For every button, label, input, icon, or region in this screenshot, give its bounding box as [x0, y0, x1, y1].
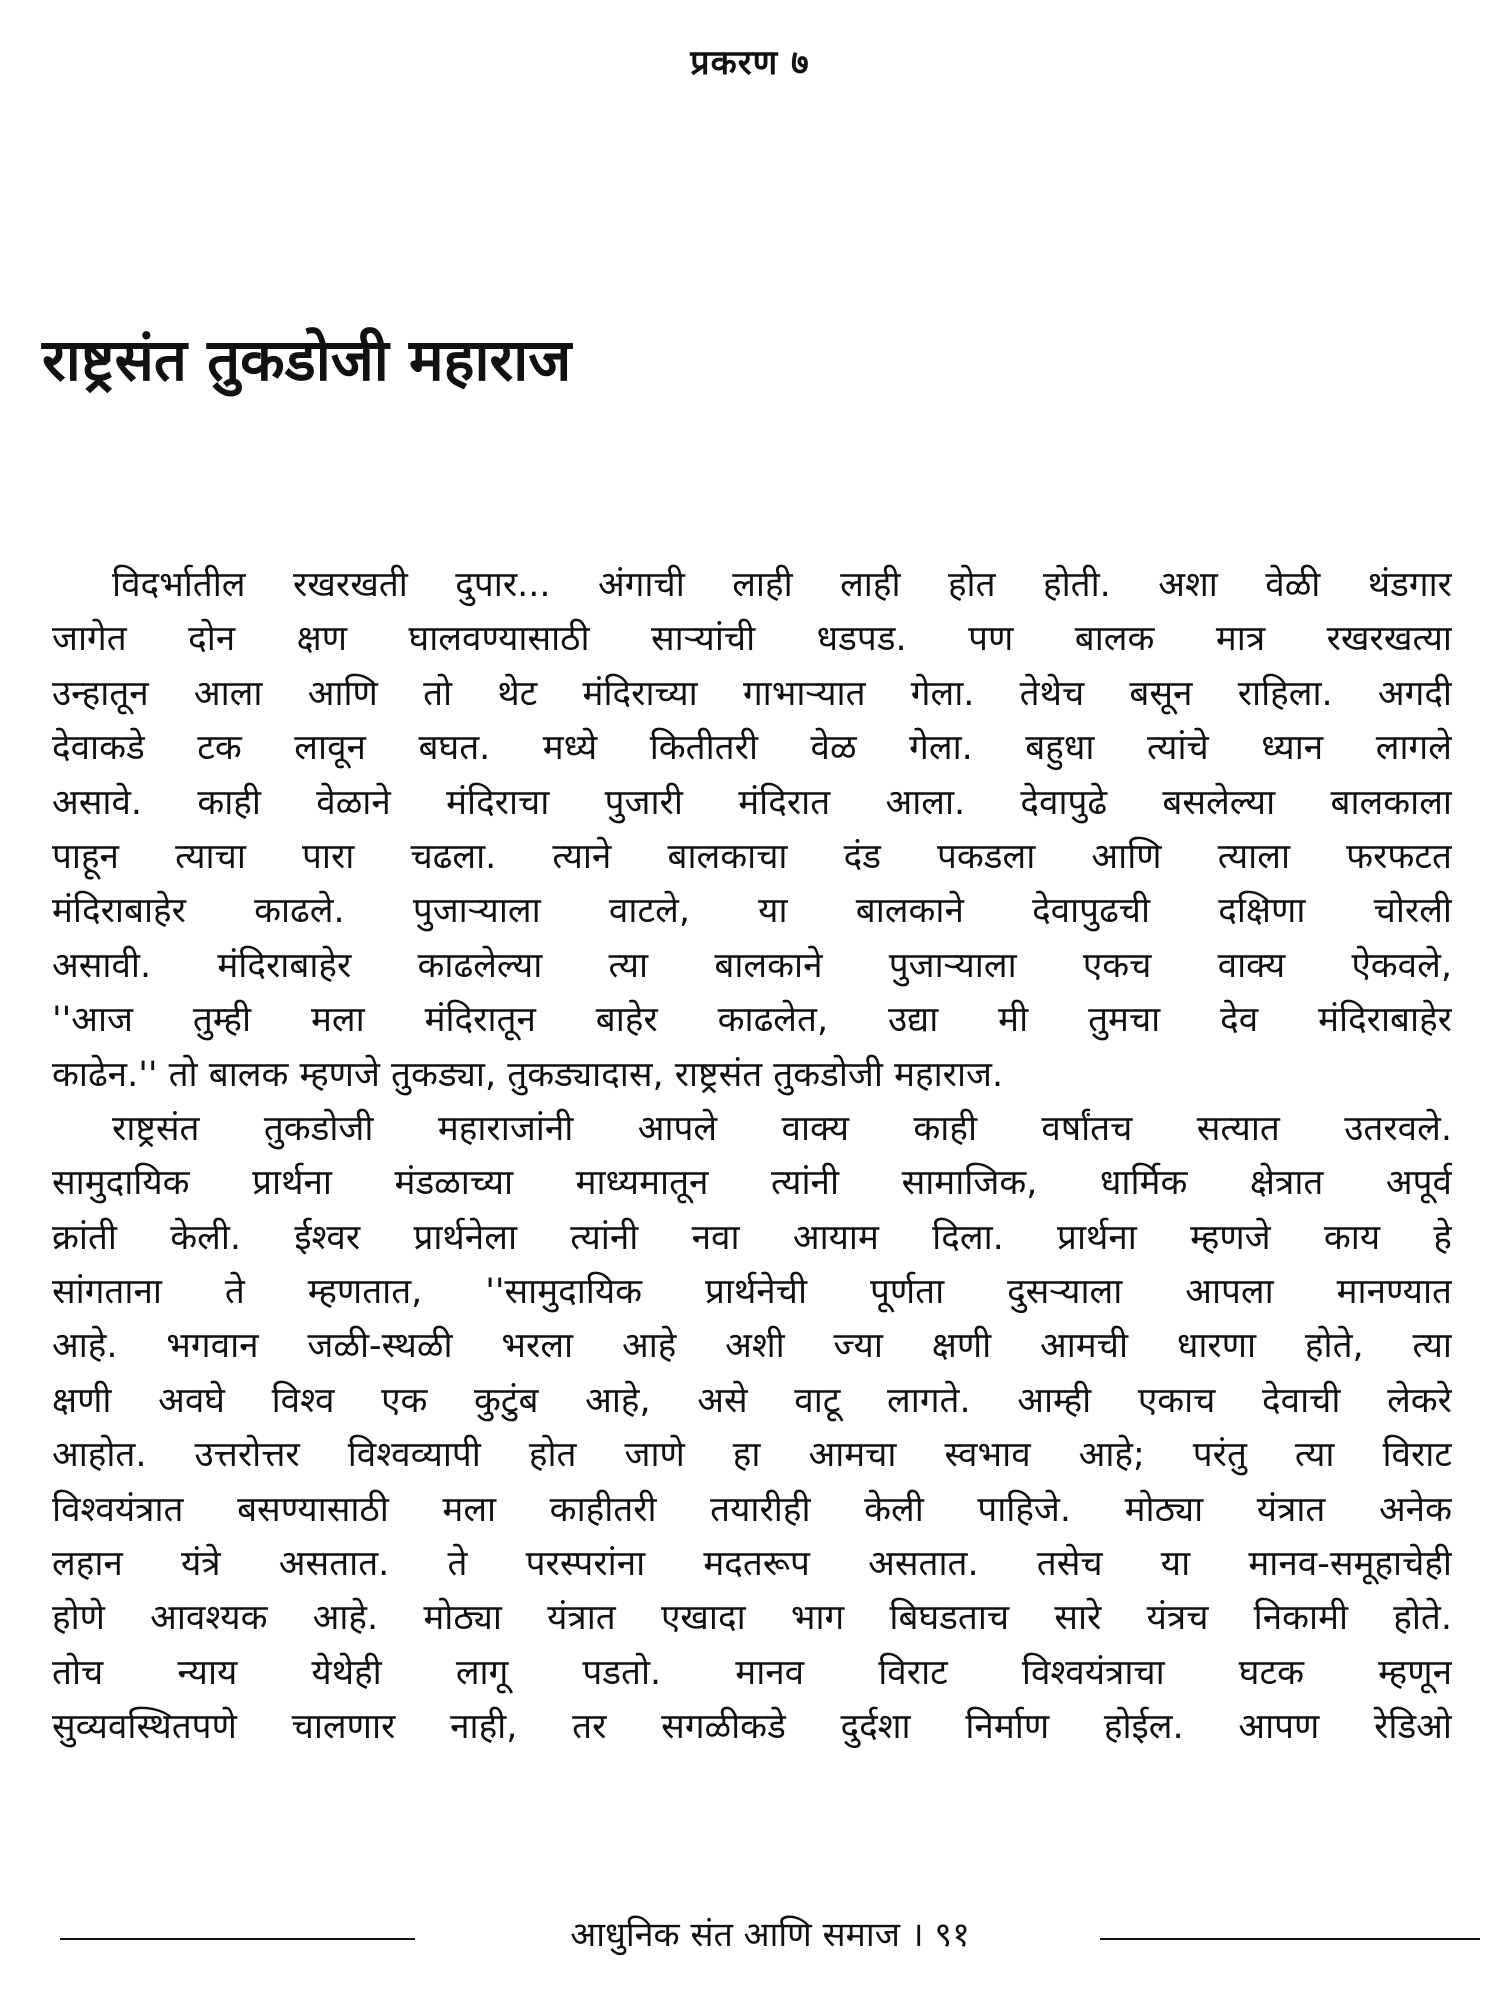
page-footer	[60, 1910, 1480, 1960]
footer-rule-right	[1100, 1938, 1480, 1940]
text-line: जागेत दोन क्षण घालवण्यासाठी साऱ्यांची धडपड. पण बालक मात्र रखरखत्या	[52, 619, 1452, 660]
text-line: होणे आवश्यक आहे. मोठ्या यंत्रात एखादा भाग बिघडताच सारे यंत्रच निकामी होते.	[52, 1598, 1452, 1639]
text-line: सुव्यवस्थितपणे चालणार नाही, तर सगळीकडे दुर्दशा निर्माण होईल. आपण रेडिओ	[52, 1707, 1452, 1748]
text-line: मंदिराबाहेर काढले. पुजाऱ्याला वाटले, या बालकाने देवापुढची दक्षिणा चोरली	[52, 891, 1452, 932]
text-line: देवाकडे टक लावून बघत. मध्ये कितीतरी वेळ गेला. बहुधा त्यांचे ध्यान लागले	[52, 728, 1452, 769]
chapter-title: राष्ट्रसंत तुकडोजी महाराज	[42, 326, 572, 394]
chapter-label: प्रकरण ७	[690, 43, 810, 83]
text-line: आहे. भगवान जळी-स्थळी भरला आहे अशी ज्या क्षणी आमची धारणा होते, त्या	[52, 1326, 1452, 1367]
text-line: असावे. काही वेळाने मंदिराचा पुजारी मंदिरात आला. देवापुढे बसलेल्या बालकाला	[52, 782, 1452, 823]
text-line: सांगताना ते म्हणतात, ''सामुदायिक प्रार्थनेची पूर्णता दुसऱ्याला आपला मानण्यात	[52, 1272, 1452, 1313]
text-line: क्षणी अवघे विश्व एक कुटुंब आहे, असे वाटू लागते. आम्ही एकाच देवाची लेकरे	[52, 1380, 1452, 1421]
text-line: लहान यंत्रे असतात. ते परस्परांना मदतरूप असतात. तसेच या मानव-समूहाचेही	[52, 1544, 1452, 1585]
text-line: क्रांती केली. ईश्वर प्रार्थनेला त्यांनी नवा आयाम दिला. प्रार्थना म्हणजे काय हे	[52, 1217, 1452, 1258]
text-line: राष्ट्रसंत तुकडोजी महाराजांनी आपले वाक्य काही वर्षांतच सत्यात उतरवले.	[112, 1108, 1452, 1149]
text-line: असावी. मंदिराबाहेर काढलेल्या त्या बालकाने पुजाऱ्याला एकच वाक्य ऐकवले,	[52, 945, 1452, 986]
text-line: ''आज तुम्ही मला मंदिरातून बाहेर काढलेत, उद्या मी तुमचा देव मंदिराबाहेर	[52, 1000, 1452, 1041]
text-line: तोच न्याय येथेही लागू पडतो. मानव विराट विश्वयंत्राचा घटक म्हणून	[52, 1652, 1452, 1693]
text-line: आहोत. उत्तरोत्तर विश्वव्यापी होत जाणे हा आमचा स्वभाव आहे; परंतु त्या विराट	[52, 1435, 1452, 1476]
text-line: काढेन.'' तो बालक म्हणजे तुकड्या, तुकड्यादास, राष्ट्रसंत तुकडोजी महाराज.	[52, 1054, 1004, 1095]
body-text	[52, 558, 1452, 1755]
text-line: सामुदायिक प्रार्थना मंडळाच्या माध्यमातून त्यांनी सामाजिक, धार्मिक क्षेत्रात अपूर्व	[52, 1163, 1452, 1204]
text-line: विश्वयंत्रात बसण्यासाठी मला काहीतरी तयारीही केली पाहिजे. मोठ्या यंत्रात अनेक	[52, 1489, 1452, 1530]
text-line: पाहून त्याचा पारा चढला. त्याने बालकाचा दंड पकडला आणि त्याला फरफटत	[52, 836, 1452, 877]
text-line: विदर्भातील रखरखती दुपार... अंगाची लाही लाही होत होती. अशा वेळी थंडगार	[112, 565, 1452, 605]
footer-text: आधुनिक संत आणि समाज । ९१	[570, 1915, 970, 1955]
text-line: उन्हातून आला आणि तो थेट मंदिराच्या गाभाऱ्यात गेला. तेथेच बसून राहिला. अगदी	[52, 673, 1452, 714]
